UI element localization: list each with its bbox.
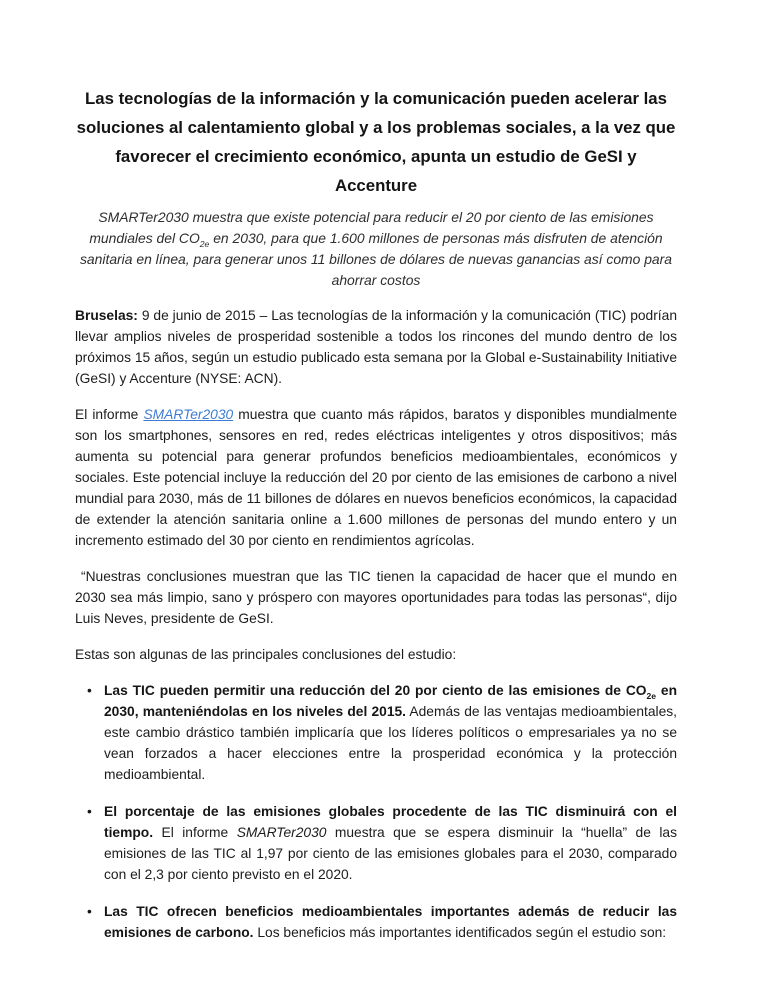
title-line-2: soluciones al calentamiento global y a los problemas sociales, a la vez que (76, 118, 676, 137)
list-item-emissions-share (75, 801, 677, 885)
bullet1-bold-before: Las TIC pueden permitir una reducción del 20 por ciento de las emisiones de CO (104, 683, 647, 698)
dateline-label: Bruselas: (75, 308, 138, 323)
bullet2-text-before: El informe (153, 825, 237, 840)
report-text-before: El informe (75, 407, 144, 422)
conclusions-list (75, 680, 677, 943)
subtitle-text-after: en 2030, para que 1.600 millones de personas más disfruten de atención sanitaria en línea, para generar unos 11 billones de dólares de nuevas ganancias así como para ahorrar costos (79, 230, 673, 288)
subtitle-text-before: SMARTer2030 muestra que existe potencial para reducir el 20 por ciento de las emisiones mundiales del CO (89, 209, 654, 246)
bullet-icon: • (87, 904, 92, 919)
paragraph-report (75, 404, 677, 551)
bullet1-bold-after: en 2030, manteniéndolas en los niveles del 2015. (104, 683, 678, 719)
bullet2-bold: El porcentaje de las emisiones globales procedente de las TIC disminuirá con el tiempo. (104, 804, 677, 840)
paragraph-lead-in: Estas son algunas de las principales conclusiones del estudio: (75, 647, 457, 662)
paragraph-dateline (75, 305, 677, 389)
list-item-environmental-benefits (75, 901, 677, 943)
bullet-icon: • (87, 683, 92, 698)
title-line-3: favorecer el crecimiento económico, apunta un estudio de GeSI y Accenture (115, 147, 637, 195)
list-item-co2-reduction (75, 680, 677, 785)
title-line-1: Las tecnologías de la información y la comunicación pueden acelerar las (85, 89, 667, 108)
document-subtitle (75, 207, 677, 291)
bullet3-text: Los beneficios más importantes identificados según el estudio son: (253, 925, 667, 940)
document-content (75, 84, 677, 959)
document-title (75, 84, 677, 200)
report-text-after: muestra que cuanto más rápidos, baratos y disponibles mundialmente son los smartphones, sensores en red, redes eléctricas inteligentes y otros dispositivos; más aumenta su potencial para generar profundos beneficios medioambientales, económicos y sociales. Este potencial incluye la reducción del 20 por ciento de las emisiones de carbono a nivel mundial para 2030, más de 11 billones de dólares en nuevos beneficios económicos, la capacidad de extender la atención sanitaria online a 1.600 millones de personas del mundo entero y un incremento estimado del 30 por ciento en rendimientos agrícolas. (75, 407, 677, 548)
paragraph-quote: “Nuestras conclusiones muestran que las TIC tienen la capacidad de hacer que el mundo en 2030 sea más limpio, sano y próspero con mayores oportunidades para todas las personas“, dijo Luis Neves, presidente de GeSI. (75, 569, 677, 626)
bullet2-text-after: muestra que se espera disminuir la “huella” de las emisiones de las TIC al 1,97 por ciento de las emisiones globales para el 2030, comparado con el 2,3 por ciento previsto en el 2020. (104, 825, 677, 882)
co2e-subscript: 2e (646, 690, 657, 701)
bullet2-report-name: SMARTer2030 (236, 825, 327, 840)
dateline-text: 9 de junio de 2015 – Las tecnologías de la información y la comunicación (TIC) podrían llevar amplios niveles de prosperidad sostenible a todos los rincones del mundo dentro de los próximos 15 años, según un estudio publicado esta semana por la Global e-Sustainability Initiative (GeSI) y Accenture (NYSE: ACN). (75, 308, 677, 386)
smarter2030-link[interactable]: SMARTer2030 (143, 407, 234, 422)
bullet3-bold: Las TIC ofrecen beneficios medioambientales importantes además de reducir las emisiones de carbono. (104, 904, 677, 940)
bullet1-text: Además de las ventajas medioambientales, este cambio drástico también implicaría que los líderes políticos o empresariales ya no se vean forzados a hacer elecciones entre la prosperidad económica y la protección medioambiental. (104, 704, 677, 782)
bullet-icon: • (87, 804, 92, 819)
co2e-subscript: 2e (199, 238, 210, 249)
